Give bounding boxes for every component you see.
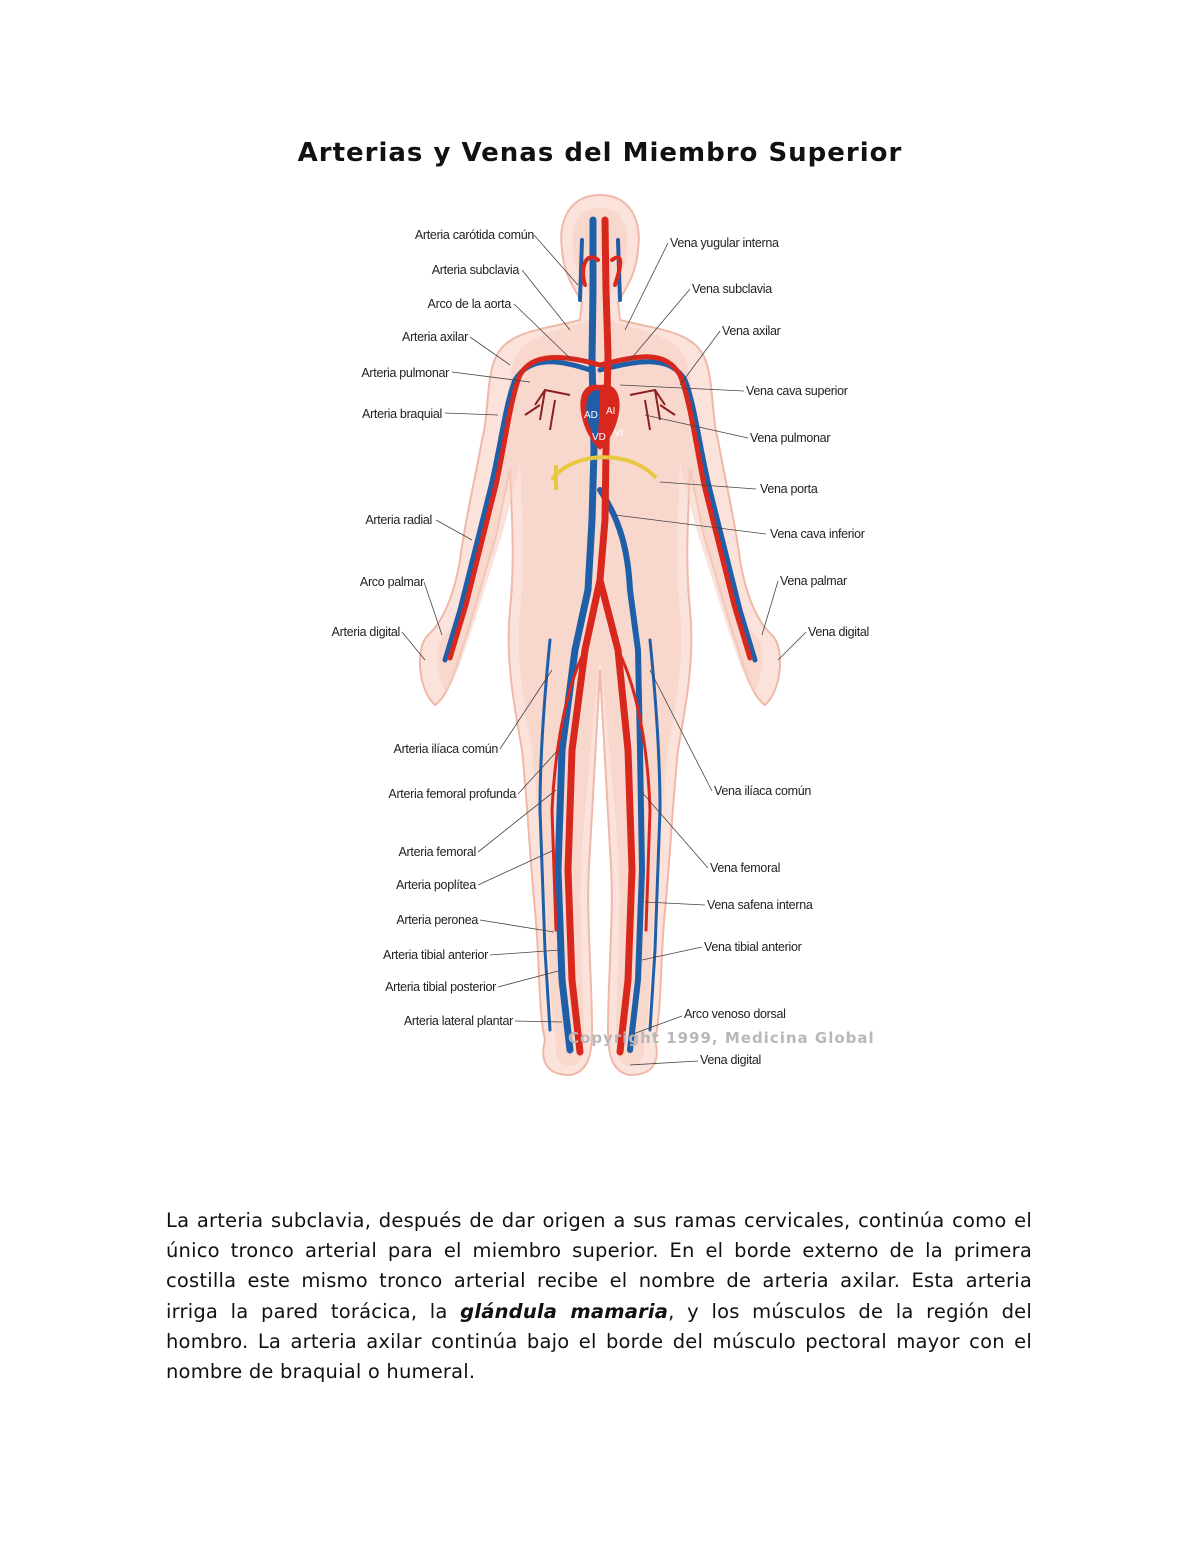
page-title: Arterias y Venas del Miembro Superior <box>297 138 903 168</box>
label-arco-venoso-dorsal: Arco venoso dorsal <box>684 1007 786 1021</box>
label-arteria-lateral-plantar: Arteria lateral plantar <box>403 1014 513 1028</box>
label-vena-cava-inferior: Vena cava inferior <box>770 527 865 541</box>
label-vena-safena: Vena safena interna <box>707 898 813 912</box>
chamber-label: VI <box>614 428 624 439</box>
label-arteria-iliaca: Arteria ilíaca común <box>393 742 498 756</box>
label-arteria-carotida: Arteria carótida común <box>414 228 534 242</box>
label-vena-iliaca: Vena ilíaca común <box>714 784 812 798</box>
label-arco-palmar: Arco palmar <box>359 575 424 589</box>
label-arteria-tibial-anterior: Arteria tibial anterior <box>383 948 488 962</box>
label-arteria-digital: Arteria digital <box>331 625 400 639</box>
label-arteria-femoral-profunda: Arteria femoral profunda <box>388 787 516 801</box>
label-arteria-femoral: Arteria femoral <box>398 845 476 859</box>
label-vena-femoral: Vena femoral <box>710 861 781 875</box>
label-vena-digital-pie: Vena digital <box>700 1053 762 1067</box>
label-vena-palmar: Vena palmar <box>780 574 847 588</box>
emphasis-term: glándula mamaria <box>460 1299 669 1323</box>
label-vena-pulmonar: Vena pulmonar <box>750 431 831 445</box>
paragraph-text: La arteria subclavia, después de dar origen a sus ramas cervicales, continúa como el único tronco arterial para el miembro superior. En el borde externo de la primera costilla este mismo tronco arterial recibe el nombre de arteria axilar. Esta arteria irriga la pared torácica, la <box>166 1209 1032 1323</box>
label-vena-axilar: Vena axilar <box>722 324 781 338</box>
label-arteria-peronea: Arteria peronea <box>396 913 478 927</box>
copyright-watermark: Copyright 1999, Medicina Global <box>568 1029 875 1047</box>
chamber-label: AD <box>584 410 598 421</box>
label-vena-yugular: Vena yugular interna <box>670 236 779 250</box>
label-vena-subclavia: Vena subclavia <box>692 282 772 296</box>
paragraph-text-end: , y los músculos de la región del hombro. La arteria axilar continúa bajo el borde del músculo pectoral mayor con el nombre de braquial o humeral. <box>166 1299 1032 1384</box>
chamber-label: AI <box>606 406 616 417</box>
label-arteria-radial: Arteria radial <box>365 513 432 527</box>
label-arteria-poplitea: Arteria poplítea <box>396 878 476 892</box>
label-vena-porta: Vena porta <box>760 482 818 496</box>
circulatory-system-diagram <box>300 190 900 1090</box>
label-arteria-braquial: Arteria braquial <box>362 407 442 421</box>
label-vena-tibial-anterior: Vena tibial anterior <box>704 940 802 954</box>
body-paragraph <box>166 1206 1032 1387</box>
label-arteria-pulmonar: Arteria pulmonar <box>361 366 449 380</box>
label-arteria-axilar: Arteria axilar <box>402 330 468 344</box>
label-vena-cava-superior: Vena cava superior <box>746 384 848 398</box>
chamber-label: VD <box>592 432 606 443</box>
label-arteria-subclavia: Arteria subclavia <box>431 263 519 277</box>
label-arco-aorta: Arco de la aorta <box>427 297 511 311</box>
label-vena-digital-mano: Vena digital <box>808 625 870 639</box>
label-arteria-tibial-posterior: Arteria tibial posterior <box>385 980 496 994</box>
